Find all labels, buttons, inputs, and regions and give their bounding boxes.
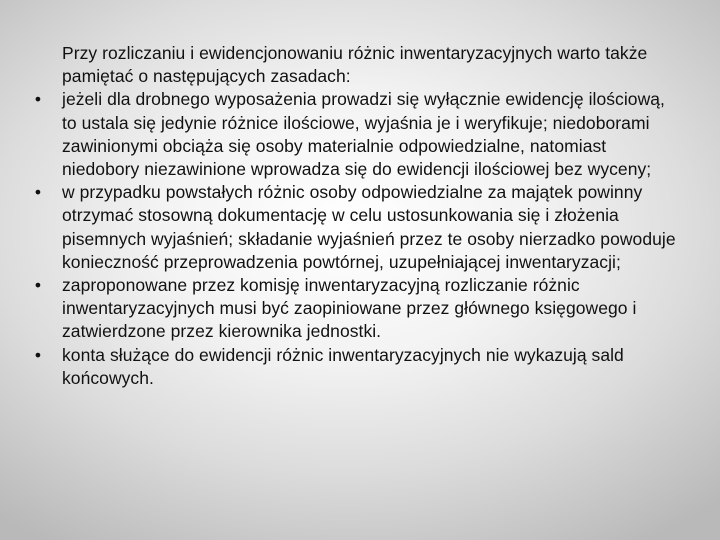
bullet-icon: • <box>34 275 42 296</box>
list-item <box>34 88 682 181</box>
bullet-text: zaproponowane przez komisję inwentaryzacyjną rozliczanie różnic inwentaryzacyjnych musi być zaopiniowane przez głównego księgowego i zatwierdzone przez kierownika jednostki. <box>62 275 637 342</box>
bullet-icon: • <box>34 89 42 110</box>
list-item <box>34 181 682 274</box>
bullet-icon: • <box>34 344 42 365</box>
bullet-text: w przypadku powstałych różnic osoby odpowiedzialne za majątek powinny otrzymać stosowną dokumentację w celu ustosunkowania się i złożenia pisemnych wyjaśnień; składanie wyjaśnień przez te osoby nierzadko powoduje konieczność przeprowadzenia powtórnej, uzupełniającej inwentaryzacji; <box>62 182 676 272</box>
bullet-text: konta służące do ewidencji różnic inwentaryzacyjnych nie wykazują sald końcowych. <box>62 344 624 388</box>
bullet-text: jeżeli dla drobnego wyposażenia prowadzi się wyłącznie ewidencję ilościową, to ustala się jedynie różnice ilościowe, wyjaśnia je i weryfikuje; niedoborami zawinionymi obciąża się osoby materialnie odpowiedzialne, natomiast niedobory niezawinione wprowadza się do ewidencji ilościowej bez wyceny; <box>62 89 665 180</box>
intro-paragraph: Przy rozliczaniu i ewidencjonowaniu różnic inwentaryzacyjnych warto także pamiętać o następujących zasadach: <box>62 43 648 87</box>
bullet-icon: • <box>34 182 42 203</box>
list-item <box>34 344 682 390</box>
slide-content <box>34 42 682 390</box>
bullet-list <box>34 88 682 390</box>
list-item <box>34 274 682 344</box>
